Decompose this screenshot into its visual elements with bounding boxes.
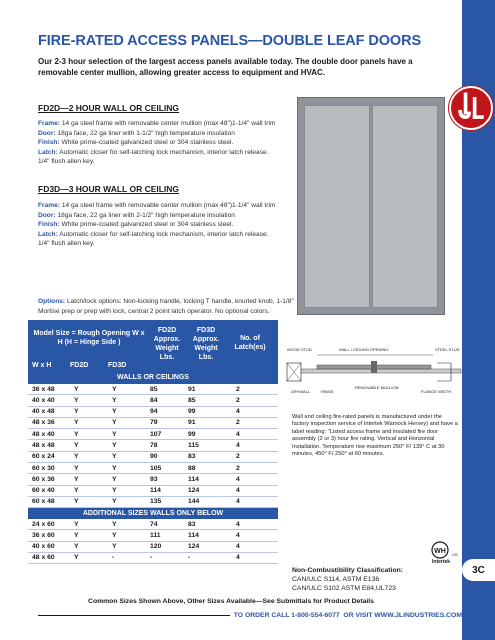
table-cell: Y <box>74 430 79 438</box>
table-cell: Y <box>112 430 117 438</box>
table-row <box>28 542 278 553</box>
table-cell: 48 x 40 <box>32 430 55 438</box>
table-cell: 36 x 60 <box>32 531 55 539</box>
intertek-label: Intertek <box>432 559 451 565</box>
table-cell: - <box>112 554 115 562</box>
table-cell: 48 x 48 <box>32 441 55 449</box>
double-door-panel-image <box>297 97 445 315</box>
table-cell: 99 <box>188 408 196 416</box>
table-cell: Y <box>74 487 79 495</box>
table-cell: 83 <box>188 453 196 461</box>
additional-sizes-header: ADDITIONAL SIZES WALLS ONLY BELOW <box>28 508 278 519</box>
table-cell: 84 <box>150 396 158 404</box>
table-cell: Y <box>112 487 117 495</box>
table-cell: Y <box>74 453 79 461</box>
table-cell: 4 <box>236 498 240 506</box>
page-tab: 3C <box>462 559 495 581</box>
fd2d-spec: Frame: 14 ga steel frame with removable center mullion (max 48")1-1/4" wall trim Door: 18ga face, 22 ga liner with 1-1/2" high temperature insulation Finish: White prime-coated galvanized steel or 304 stainless steel. Latch: Automatic closer for self-latching lock mechanism, interior latch release. 1/4" flush allen key. <box>38 120 276 166</box>
table-cell: 2 <box>236 453 240 461</box>
table-cell: 48 x 36 <box>32 419 55 427</box>
table-row <box>28 384 278 395</box>
table-cell: Y <box>112 441 117 449</box>
table-cell: Y <box>74 441 79 449</box>
table-cell: Y <box>74 385 79 393</box>
footer-contact <box>38 612 462 619</box>
table-cell: 99 <box>188 430 196 438</box>
table-cell: Y <box>74 554 79 562</box>
table-cell: 124 <box>188 487 200 495</box>
table-cell: 94 <box>150 408 158 416</box>
table-cell: Y <box>74 408 79 416</box>
table-cell: 60 x 24 <box>32 453 55 461</box>
fd3d-weight-header: FD3D Approx. Weight Lbs. <box>192 327 220 361</box>
table-cell: 4 <box>236 430 240 438</box>
svg-text:WH: WH <box>434 548 446 555</box>
table-cell: 107 <box>150 430 162 438</box>
svg-text:US: US <box>452 552 458 557</box>
drywall-shape <box>301 369 461 373</box>
table-row <box>28 474 278 485</box>
table-cell: 105 <box>150 464 162 472</box>
fd3d-spec: Frame: 14 ga steel frame with removable center mullion (max 48")1-1/4" wall trim Door: 18ga face, 22 ga liner with 2-1/2" high temperature insulation Finish: White prime-coated galvanized steel or 304 stainless steel. Latch: Automatic closer for self-latching lock mechanism, interior latch release. 1/4" flush allen key. <box>38 202 276 248</box>
table-cell: 4 <box>236 543 240 551</box>
options-text: Options: Latch/lock options: Non-locking handle, locking T handle, knurled knob, 1-1/8" Mortise prep or prep with lock, central 2 point latch operator. No optional colors. <box>38 298 294 315</box>
table-cell: Y <box>74 475 79 483</box>
wood-stud-label: WOOD STUD <box>287 347 312 352</box>
fd3d-header: FD3D <box>108 362 127 369</box>
table-cell: 60 x 30 <box>32 464 55 472</box>
table-cell: Y <box>112 520 117 528</box>
table-cell: 40 x 40 <box>32 396 55 404</box>
mullion-label: REMOVABLE MULLION <box>355 385 399 390</box>
table-cell: 60 x 48 <box>32 498 55 506</box>
walls-ceilings-header: WALLS OR CEILINGS <box>117 374 189 381</box>
table-row <box>28 553 278 564</box>
jl-logo <box>449 86 493 130</box>
table-cell: 2 <box>236 419 240 427</box>
table-cell: 91 <box>188 419 196 427</box>
table-cell: 4 <box>236 554 240 562</box>
table-cell: 90 <box>150 453 158 461</box>
table-cell: 60 x 40 <box>32 487 55 495</box>
table-cell: 2 <box>236 396 240 404</box>
table-row <box>28 429 278 440</box>
table-row <box>28 407 278 418</box>
table-cell: 120 <box>150 543 162 551</box>
website-link[interactable]: OR VISIT WWW.JLINDUSTRIES.COM <box>343 612 462 619</box>
table-row <box>28 452 278 463</box>
flange-width-label: FLANGE WIDTH <box>421 389 452 394</box>
fd3d-heading: FD3D—3 HOUR WALL OR CEILING <box>38 184 180 194</box>
table-cell: 85 <box>188 396 196 404</box>
table-row <box>28 519 278 530</box>
table-row <box>28 486 278 497</box>
table-header <box>28 320 278 384</box>
latches-header: No. of Latch(es) <box>234 335 266 351</box>
table-row <box>28 463 278 474</box>
non-combustibility: Non-Combustibility Classification: CAN/ULC S114, ASTM E136 CAN/ULC S102 ASTM E84,UL723 <box>292 567 404 592</box>
table-cell: 4 <box>236 520 240 528</box>
fd2d-weight-header: FD2D Approx. Weight Lbs. <box>153 327 181 361</box>
table-cell: Y <box>112 543 117 551</box>
table-cell: Y <box>112 531 117 539</box>
table-cell: 40 x 48 <box>32 408 55 416</box>
table-cell: 2 <box>236 464 240 472</box>
table-row <box>28 440 278 451</box>
table-cell: 114 <box>150 487 161 495</box>
page-title: FIRE-RATED ACCESS PANELS—DOUBLE LEAF DOORS <box>38 33 422 49</box>
drywall-label: DRYWALL <box>291 389 311 394</box>
table-cell: 78 <box>150 441 158 449</box>
order-phone[interactable]: TO ORDER CALL 1-800-554-6077 <box>233 612 340 619</box>
table-cell: 114 <box>188 475 199 483</box>
table-cell: Y <box>112 464 117 472</box>
table-cell: 111 <box>150 531 161 539</box>
right-door-leaf <box>372 105 438 308</box>
table-cell: 115 <box>188 441 199 449</box>
table-cell: Y <box>112 475 117 483</box>
wh-certification-icon <box>430 541 456 559</box>
wxh-header: W x H <box>32 362 52 369</box>
table-cell: 83 <box>188 520 196 528</box>
installation-diagram <box>287 345 463 405</box>
table-cell: 60 x 36 <box>32 475 55 483</box>
table-cell: Y <box>112 408 117 416</box>
table-cell: Y <box>112 498 117 506</box>
table-cell: 24 x 60 <box>32 520 55 528</box>
table-cell: 85 <box>150 385 158 393</box>
table-cell: Y <box>112 396 117 404</box>
model-size-header: Model Size = Rough Opening W x H (H = Hinge Side ) <box>33 330 145 346</box>
left-door-leaf <box>304 105 370 308</box>
table-cell: 4 <box>236 487 240 495</box>
table-cell: 114 <box>188 531 199 539</box>
table-row <box>28 530 278 541</box>
table-cell: 124 <box>188 543 200 551</box>
table-cell: Y <box>112 385 117 393</box>
table-cell: Y <box>112 453 117 461</box>
wall-opening-label: WALL / CEILING OPENING <box>339 347 389 352</box>
table-cell: 91 <box>188 385 196 393</box>
table-cell: Y <box>74 419 79 427</box>
table-cell: Y <box>74 543 79 551</box>
fd2d-heading: FD2D—2 HOUR WALL OR CEILING <box>38 103 180 113</box>
table-row <box>28 418 278 429</box>
table-cell: 135 <box>150 498 162 506</box>
certification-text: Wall and ceiling fire-rated panels is manufactured under the factory inspection service of Intertek Warnock Hersey) and have a label reading: "Listed access frame and insulated fire door assembly (2 or 3) hour fire rating. Vertical and Horizontal Installation. Temperature rise maximum 250° F/ 139° C at 30 minutes, 450° F/ 250° at 60 minutes. <box>292 414 458 458</box>
table-cell: Y <box>112 419 117 427</box>
table-cell: 4 <box>236 531 240 539</box>
mullion-shape <box>371 361 377 373</box>
intro-text: Our 2-3 hour selection of the largest access panels available today. The double door panels have a removable center mullion, allowing greater access to equipment and HVAC. <box>38 57 413 77</box>
table-cell: 4 <box>236 441 240 449</box>
fd2d-header: FD2D <box>70 362 89 369</box>
hinge-label: HINGE <box>321 389 334 394</box>
table-cell: 36 x 48 <box>32 385 55 393</box>
table-cell: Y <box>74 464 79 472</box>
table-cell: 4 <box>236 475 240 483</box>
table-row <box>28 497 278 508</box>
table-cell: 93 <box>150 475 158 483</box>
jl-logo-icon <box>451 88 491 128</box>
table-rows-walls-only <box>28 519 278 564</box>
table-cell: - <box>150 554 153 562</box>
table-cell: Y <box>74 520 79 528</box>
table-cell: 144 <box>188 498 200 506</box>
table-cell: 79 <box>150 419 158 427</box>
table-cell: Y <box>74 498 79 506</box>
table-row <box>28 395 278 406</box>
table-cell: 74 <box>150 520 158 528</box>
table-cell: 88 <box>188 464 196 472</box>
table-cell: 48 x 60 <box>32 554 55 562</box>
table-cell: Y <box>74 396 79 404</box>
footer-note: Common Sizes Shown Above, Other Sizes Available—See Submittals for Product Details <box>88 598 374 605</box>
footer-rule <box>38 615 230 616</box>
steel-stud-label: STEEL STUD <box>435 347 460 352</box>
table-rows-walls-ceilings <box>28 384 278 508</box>
table-cell: 40 x 60 <box>32 543 55 551</box>
table-cell: 2 <box>236 385 240 393</box>
table-cell: - <box>188 554 191 562</box>
table-cell: 4 <box>236 408 240 416</box>
table-cell: Y <box>74 531 79 539</box>
